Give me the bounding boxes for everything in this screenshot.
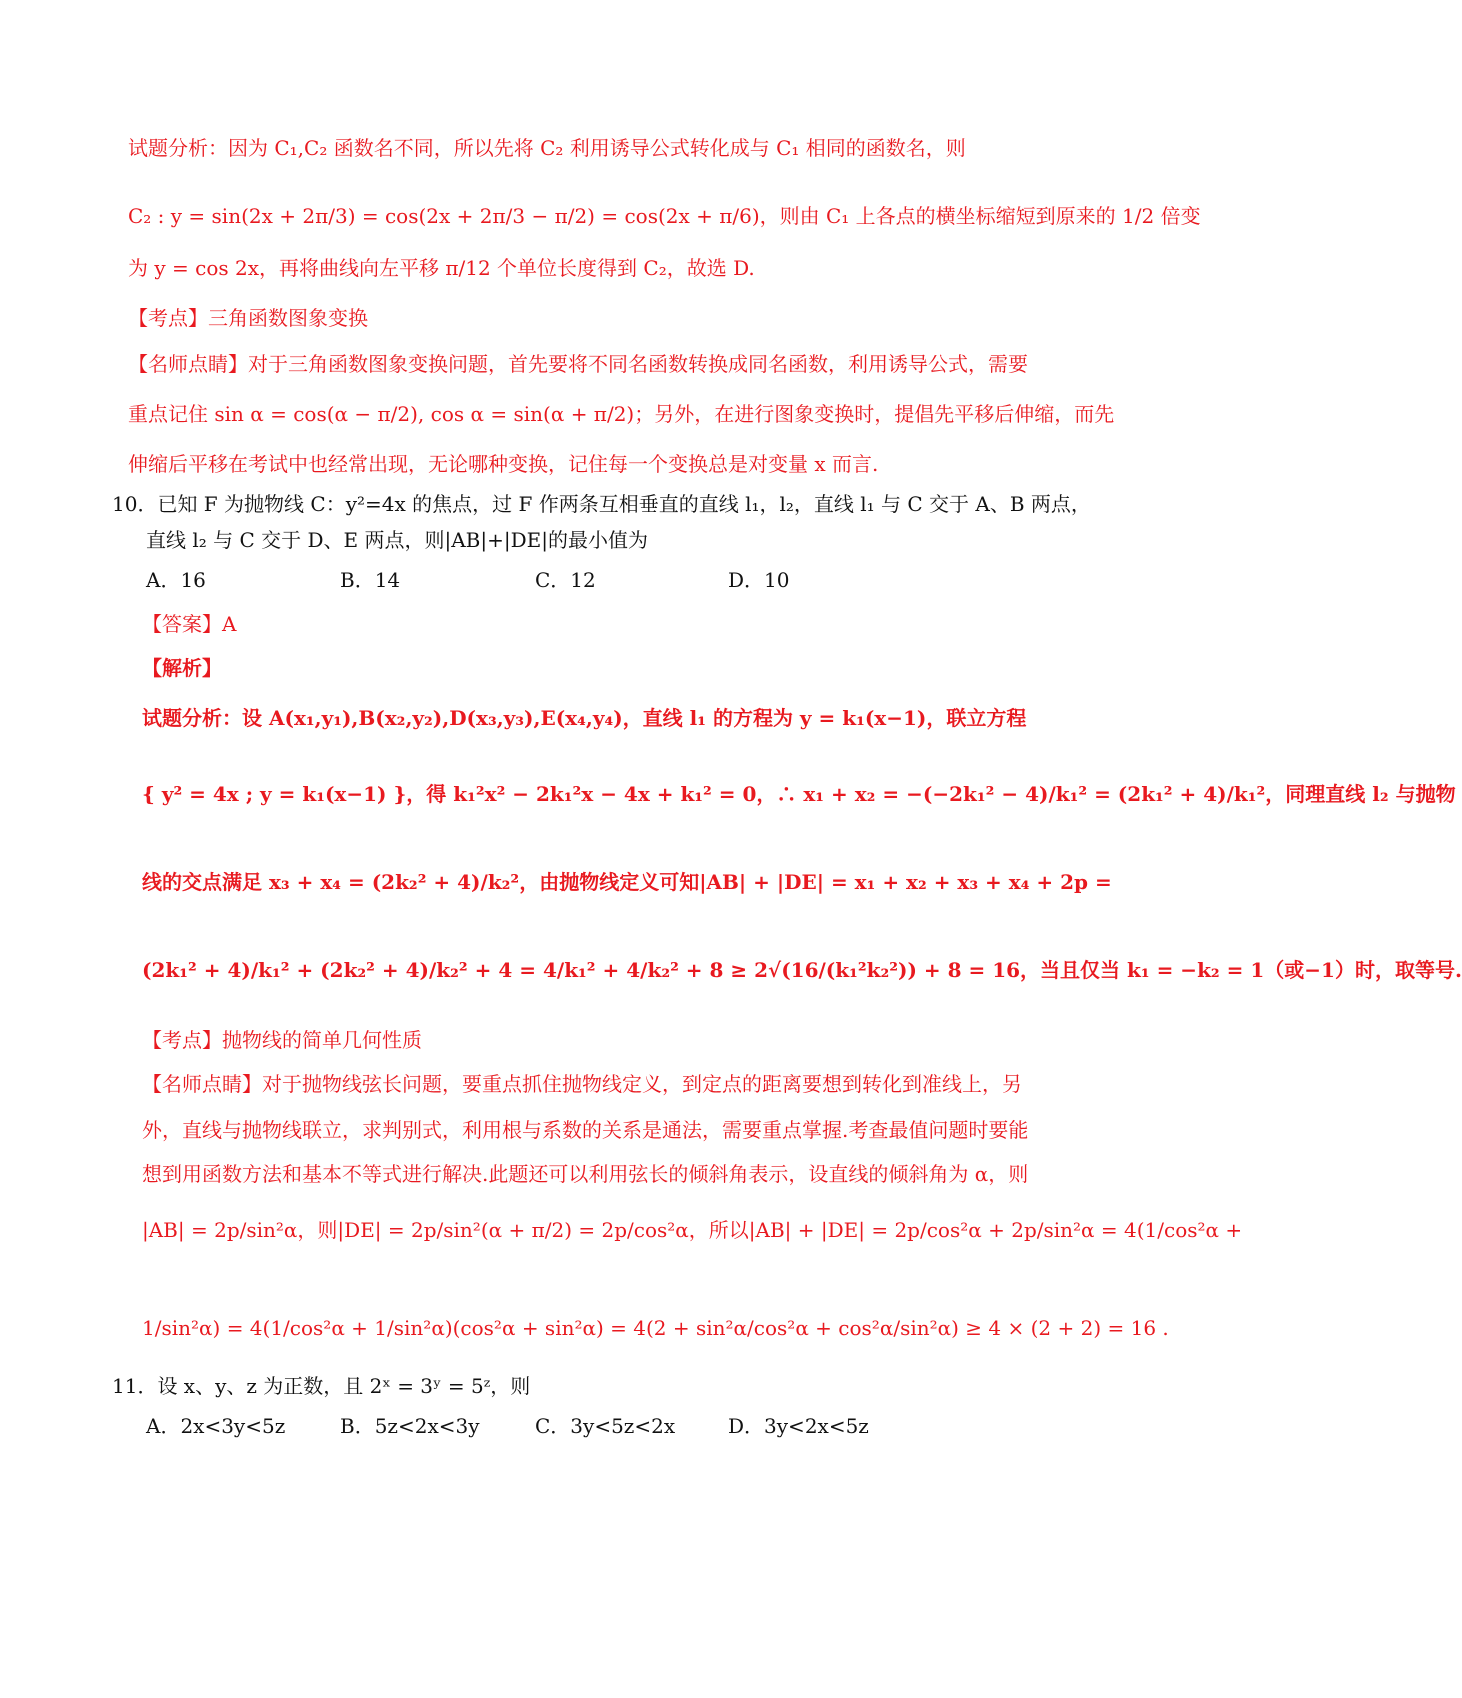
q11-option-b: B．5z<2x<3y: [340, 1414, 480, 1438]
q11-option-d: D．3y<2x<5z: [728, 1414, 869, 1438]
q10-jiexi-heading: 【解析】: [142, 656, 222, 680]
q9-kaodian: 【考点】三角函数图象变换: [128, 306, 368, 330]
q9-analysis-line-3: 为 y = cos 2x，再将曲线向左平移 π/12 个单位长度得到 C₂，故选 D.: [128, 256, 755, 280]
q10-analysis-line-4: (2k₁² + 4)/k₁² + (2k₂² + 4)/k₂² + 4 = 4/k₁² + 4/k₂² + 8 ≥ 2√(16/(k₁²k₂²)) + 8 = 16，当且仅当 k₁ = −k₂ = 1（或−1）时，取等号.: [142, 958, 1462, 982]
q9-analysis-line-1: 试题分析：因为 C₁,C₂ 函数名不同，所以先将 C₂ 利用诱导公式转化成与 C₁ 相同的函数名，则: [128, 136, 966, 160]
q10-answer: 【答案】A: [142, 612, 237, 636]
q11-option-a: A．2x<3y<5z: [146, 1414, 286, 1438]
q9-mingshi-line-3: 伸缩后平移在考试中也经常出现，无论哪种变换，记住每一个变换总是对变量 x 而言.: [128, 452, 879, 476]
q10-analysis-line-1: 试题分析：设 A(x₁,y₁),B(x₂,y₂),D(x₃,y₃),E(x₄,y₄)，直线 l₁ 的方程为 y = k₁(x−1)，联立方程: [142, 706, 1027, 730]
q10-option-b: B．14: [340, 568, 401, 592]
q10-option-a: A．16: [146, 568, 206, 592]
q10-mingshi-line-3: 想到用函数方法和基本不等式进行解决.此题还可以利用弦长的倾斜角表示，设直线的倾斜角为 α，则: [142, 1162, 1029, 1186]
q11-option-c: C．3y<5z<2x: [535, 1414, 676, 1438]
q10-mingshi-line-1: 【名师点睛】对于抛物线弦长问题，要重点抓住抛物线定义，到定点的距离要想到转化到准线上，另: [142, 1072, 1022, 1096]
q10-analysis-line-2: { y² = 4x ; y = k₁(x−1) }，得 k₁²x² − 2k₁²x − 4x + k₁² = 0，∴ x₁ + x₂ = −(−2k₁² − 4)/k₁² = (2k₁² + 4)/k₁²，同理直线 l₂ 与抛物: [142, 782, 1456, 806]
q10-option-d: D．10: [728, 568, 790, 592]
q9-analysis-line-2: C₂ : y = sin(2x + 2π/3) = cos(2x + 2π/3 − π/2) = cos(2x + π/6)，则由 C₁ 上各点的横坐标缩短到原来的 1/2 倍变: [128, 204, 1201, 228]
q10-mingshi-line-4: |AB| = 2p/sin²α，则|DE| = 2p/sin²(α + π/2) = 2p/cos²α，所以|AB| + |DE| = 2p/cos²α + 2p/sin²α = 4(1/cos²α +: [142, 1218, 1243, 1242]
q10-stem-line-2: 直线 l₂ 与 C 交于 D、E 两点，则|AB|+|DE|的最小值为: [146, 528, 648, 552]
q10-kaodian: 【考点】抛物线的简单几何性质: [142, 1028, 422, 1052]
q11-stem: 11．设 x、y、z 为正数，且 2ˣ = 3ʸ = 5ᶻ，则: [112, 1374, 531, 1398]
q10-analysis-line-3: 线的交点满足 x₃ + x₄ = (2k₂² + 4)/k₂²，由抛物线定义可知|AB| + |DE| = x₁ + x₂ + x₃ + x₄ + 2p =: [142, 870, 1112, 894]
q10-stem-line-1: 10．已知 F 为抛物线 C：y²=4x 的焦点，过 F 作两条互相垂直的直线 l₁，l₂，直线 l₁ 与 C 交于 A、B 两点，: [112, 492, 1091, 516]
q10-mingshi-line-2: 外，直线与抛物线联立，求判别式，利用根与系数的关系是通法，需要重点掌握.考查最值问题时要能: [142, 1118, 1029, 1142]
q10-mingshi-line-5: 1/sin²α) = 4(1/cos²α + 1/sin²α)(cos²α + sin²α) = 4(2 + sin²α/cos²α + cos²α/sin²α) ≥ 4 × (2 + 2) = 16 .: [142, 1316, 1169, 1340]
q9-mingshi-line-1: 【名师点睛】对于三角函数图象变换问题，首先要将不同名函数转换成同名函数，利用诱导公式，需要: [128, 352, 1028, 376]
q9-mingshi-line-2: 重点记住 sin α = cos(α − π/2), cos α = sin(α + π/2)；另外，在进行图象变换时，提倡先平移后伸缩，而先: [128, 402, 1115, 426]
q10-option-c: C．12: [535, 568, 596, 592]
